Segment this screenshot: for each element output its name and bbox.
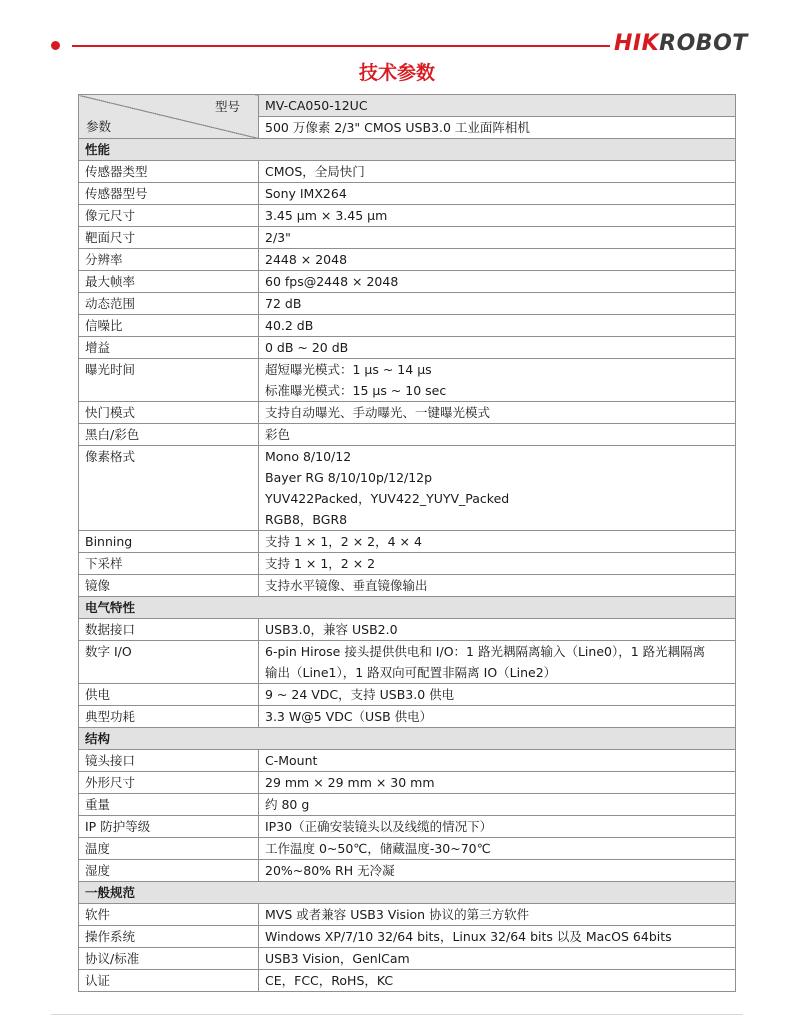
param-value	[259, 684, 736, 706]
value-line: 40.2 dB	[265, 318, 314, 333]
value-line: 2448 × 2048	[265, 252, 348, 267]
value-line: Sony IMX264	[265, 186, 347, 201]
param-value	[259, 315, 736, 337]
param-label: 重量	[79, 794, 259, 816]
value-line: 彩色	[265, 427, 291, 442]
param-label: 曝光时间	[79, 359, 259, 402]
param-value	[259, 948, 736, 970]
value-line: 3.3 W@5 VDC（USB 供电）	[265, 709, 433, 724]
table-row	[79, 794, 736, 816]
param-value	[259, 860, 736, 882]
section-title: 性能	[79, 139, 736, 161]
param-value	[259, 402, 736, 424]
param-label: 增益	[79, 337, 259, 359]
param-label: 信噪比	[79, 315, 259, 337]
param-label: 下采样	[79, 553, 259, 575]
section-header	[79, 728, 736, 750]
param-label: 协议/标准	[79, 948, 259, 970]
table-row	[79, 183, 736, 205]
param-value	[259, 838, 736, 860]
param-label: 像元尺寸	[79, 205, 259, 227]
corner-model-label: 型号	[214, 99, 240, 114]
value-line: YUV422Packed，YUV422_YUYV_Packed	[265, 491, 510, 506]
param-label: 传感器类型	[79, 161, 259, 183]
param-label: 分辨率	[79, 249, 259, 271]
value-line: MVS 或者兼容 USB3 Vision 协议的第三方软件	[265, 907, 530, 922]
value-line: 3.45 μm × 3.45 μm	[265, 208, 388, 223]
param-value	[259, 227, 736, 249]
param-value	[259, 446, 736, 531]
param-label: 镜头接口	[79, 750, 259, 772]
table-row	[79, 359, 736, 402]
table-row	[79, 750, 736, 772]
value-line: 支持自动曝光、手动曝光、一键曝光模式	[265, 405, 491, 420]
value-line: USB3 Vision，GenlCam	[265, 951, 410, 966]
table-row	[79, 838, 736, 860]
value-line: 72 dB	[265, 296, 302, 311]
table-row	[79, 424, 736, 446]
value-line: 60 fps@2448 × 2048	[265, 274, 399, 289]
param-value	[259, 249, 736, 271]
table-row	[79, 205, 736, 227]
table-row	[79, 641, 736, 684]
table-row	[79, 816, 736, 838]
table-row	[79, 227, 736, 249]
param-label: 数据接口	[79, 619, 259, 641]
param-label: 快门模式	[79, 402, 259, 424]
value-line: 20%~80% RH 无冷凝	[265, 863, 395, 878]
param-label: 供电	[79, 684, 259, 706]
param-label: 外形尺寸	[79, 772, 259, 794]
value-line: RGB8，BGR8	[265, 512, 348, 527]
param-label: 操作系统	[79, 926, 259, 948]
corner-cell	[79, 95, 259, 139]
param-label: 镜像	[79, 575, 259, 597]
table-row	[79, 293, 736, 315]
table-row	[79, 970, 736, 992]
value-line: 9 ~ 24 VDC，支持 USB3.0 供电	[265, 687, 455, 702]
table-row	[79, 553, 736, 575]
section-title: 电气特性	[79, 597, 736, 619]
param-label: 软件	[79, 904, 259, 926]
spec-table	[78, 94, 736, 992]
param-value	[259, 205, 736, 227]
header-dot	[51, 41, 60, 50]
section-header	[79, 139, 736, 161]
section-title: 一般规范	[79, 882, 736, 904]
param-value	[259, 161, 736, 183]
section-title: 结构	[79, 728, 736, 750]
table-row	[79, 249, 736, 271]
table-row	[79, 446, 736, 531]
table-row	[79, 575, 736, 597]
param-value	[259, 424, 736, 446]
section-header	[79, 597, 736, 619]
page-title: 技术参数	[358, 62, 435, 84]
param-value	[259, 337, 736, 359]
table-row	[79, 926, 736, 948]
param-value	[259, 271, 736, 293]
table-row	[79, 337, 736, 359]
param-label: 最大帧率	[79, 271, 259, 293]
value-line: 6-pin Hirose 接头提供供电和 I/O：1 路光耦隔离输入（Line0），1 路光耦隔离	[265, 644, 706, 659]
value-line: Mono 8/10/12	[265, 449, 352, 464]
table-row	[79, 772, 736, 794]
param-value	[259, 970, 736, 992]
table-row	[79, 684, 736, 706]
value-line: 2/3"	[265, 230, 291, 245]
table-row	[79, 315, 736, 337]
param-label: 传感器型号	[79, 183, 259, 205]
param-value	[259, 750, 736, 772]
table-row	[79, 904, 736, 926]
value-line: 0 dB ~ 20 dB	[265, 340, 349, 355]
param-value	[259, 794, 736, 816]
param-value	[259, 926, 736, 948]
value-line: 工作温度 0~50℃，储藏温度-30~70℃	[265, 841, 491, 856]
param-value	[259, 706, 736, 728]
hikrobot-logo: HIKROBOT	[614, 31, 748, 56]
value-line: IP30（正确安装镜头以及线缆的情况下）	[265, 819, 493, 834]
param-value	[259, 531, 736, 553]
table-row	[79, 161, 736, 183]
param-label: 黑白/彩色	[79, 424, 259, 446]
param-label: IP 防护等级	[79, 816, 259, 838]
table-row	[79, 531, 736, 553]
param-label: 数字 I/O	[79, 641, 259, 684]
param-label: 典型功耗	[79, 706, 259, 728]
param-label: Binning	[79, 531, 259, 553]
table-row	[79, 271, 736, 293]
param-label: 湿度	[79, 860, 259, 882]
value-line: 29 mm × 29 mm × 30 mm	[265, 775, 435, 790]
param-value	[259, 904, 736, 926]
value-line: 支持 1 × 1，2 × 2，4 × 4	[265, 534, 422, 549]
model-description: 500 万像素 2/3" CMOS USB3.0 工业面阵相机	[259, 117, 736, 139]
param-value	[259, 183, 736, 205]
param-value	[259, 575, 736, 597]
value-line: USB3.0，兼容 USB2.0	[265, 622, 398, 637]
param-value	[259, 772, 736, 794]
value-line: 支持 1 × 1，2 × 2	[265, 556, 376, 571]
param-value	[259, 293, 736, 315]
param-value	[259, 816, 736, 838]
model-number: MV-CA050-12UC	[259, 95, 736, 117]
section-header	[79, 882, 736, 904]
param-label: 像素格式	[79, 446, 259, 531]
param-value	[259, 553, 736, 575]
value-line: 标准曝光模式：15 μs ~ 10 sec	[265, 383, 447, 398]
param-value	[259, 641, 736, 684]
table-row	[79, 402, 736, 424]
value-line: Windows XP/7/10 32/64 bits，Linux 32/64 bits 以及 MacOS 64bits	[265, 929, 672, 944]
value-line: CMOS，全局快门	[265, 164, 365, 179]
param-label: 动态范围	[79, 293, 259, 315]
value-line: CE，FCC，RoHS，KC	[265, 973, 394, 988]
footer-rule	[51, 1014, 743, 1015]
param-label: 认证	[79, 970, 259, 992]
corner-param-label: 参数	[86, 119, 112, 134]
value-line: 超短曝光模式：1 μs ~ 14 μs	[265, 362, 432, 377]
header-rule	[72, 45, 610, 47]
param-label: 靶面尺寸	[79, 227, 259, 249]
table-row	[79, 619, 736, 641]
param-value	[259, 619, 736, 641]
param-value	[259, 359, 736, 402]
table-row	[79, 706, 736, 728]
param-label: 温度	[79, 838, 259, 860]
value-line: 支持水平镜像、垂直镜像输出	[265, 578, 428, 593]
value-line: C-Mount	[265, 753, 318, 768]
value-line: 约 80 g	[265, 797, 310, 812]
value-line: Bayer RG 8/10/10p/12/12p	[265, 470, 433, 485]
table-row	[79, 948, 736, 970]
value-line: 输出（Line1），1 路双向可配置非隔离 IO（Line2）	[265, 665, 557, 680]
table-row	[79, 860, 736, 882]
